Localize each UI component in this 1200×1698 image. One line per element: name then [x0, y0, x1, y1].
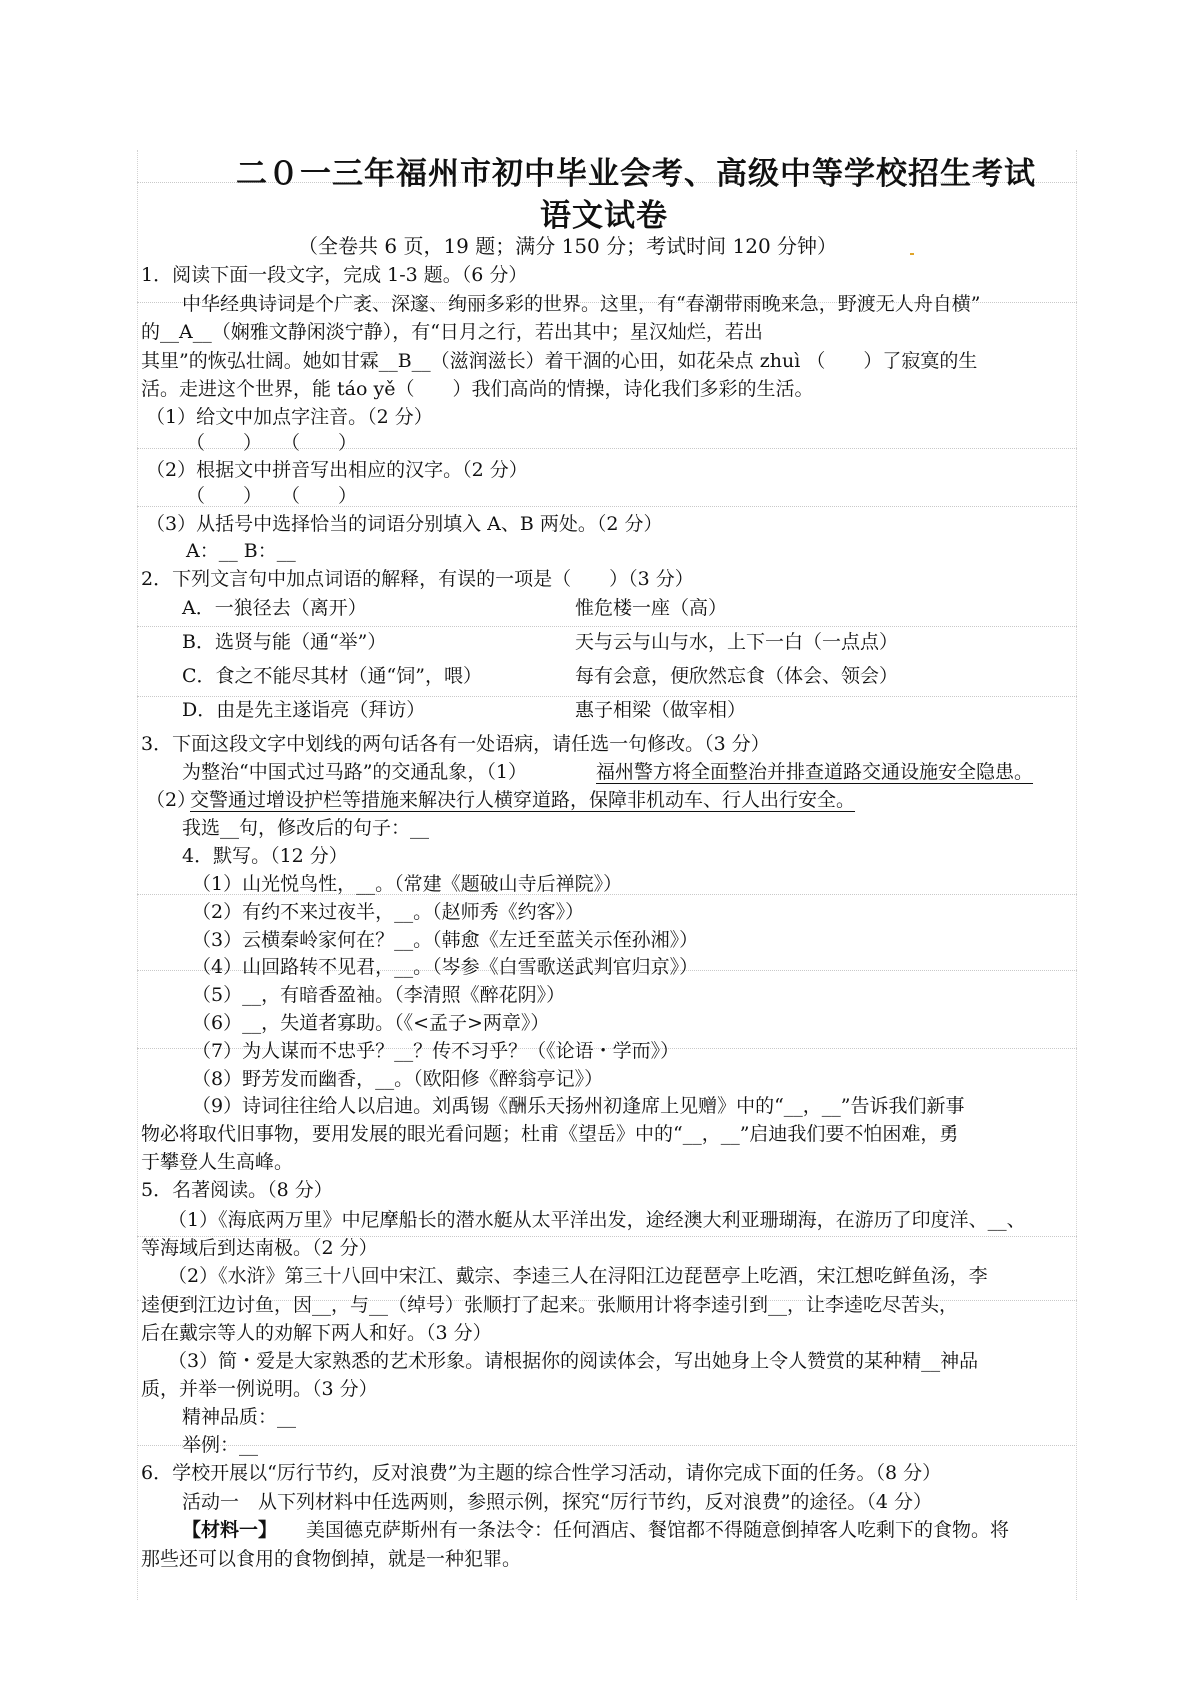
q3-underlined-sentence-1: 福州警方将全面整治并排查道路交通设施安全隐患。 [596, 761, 1034, 783]
q4-item-9: （9）诗词往往给人以启迪。刘禹锡《酬乐天扬州初逢席上见赠》中的“__，__”告诉我们新事 [192, 1095, 965, 1117]
q3-sentence-2-label: （2） [146, 789, 197, 811]
q6-activity-1: 活动一 从下列材料中任选两则，参照示例，探究“厉行节约，反对浪费”的途径。（4 分） [182, 1491, 933, 1513]
q2-heading: 2．下列文言句中加点词语的解释，有误的一项是（ ）（3 分） [141, 568, 694, 590]
q6-material-1-label: 【材料一】 [182, 1519, 278, 1541]
q1-answer-blanks: （ ） （ ） [186, 432, 358, 454]
q6-heading: 6．学校开展以“厉行节约，反对浪费”为主题的综合性学习活动，请你完成下面的任务。（8 分） [141, 1462, 942, 1484]
q1-answer-blanks: （ ） （ ） [186, 485, 358, 507]
q1-passage-line: 其里”的恢弘壮阔。她如甘霖__B__（滋润滋长）着干涸的心田，如花朵点 zhuì （ ）了寂寞的生 [141, 350, 978, 372]
q2-option-b-left: B．选贤与能（通“举”） [182, 631, 387, 653]
q2-option-d-left: D．由是先主遂诣亮（拜访） [182, 699, 426, 721]
right-guide-line [1076, 150, 1077, 1600]
q5-answer-example: 举例：__ [182, 1434, 259, 1456]
q4-item: （3）云横秦岭家何在？__。（韩愈《左迁至蓝关示侄孙湘》） [192, 929, 699, 951]
q5-sub2-cont: 逵便到江边讨鱼，因__，与__（绰号）张顺打了起来。张顺用计将李逵引到__，让李逵吃尽苦头， [141, 1294, 959, 1316]
scan-mark [910, 253, 914, 255]
q2-option-a-right: 惟危楼一座（高） [575, 597, 728, 619]
q6-material-1-cont: 那些还可以食用的食物倒掉，就是一种犯罪。 [141, 1548, 522, 1570]
q4-item-9-cont: 于攀登人生高峰。 [141, 1151, 294, 1173]
q2-option-d-right: 惠子相梁（做宰相） [575, 699, 747, 721]
q1-answer-ab: A：__ B：__ [186, 540, 296, 562]
q5-answer-quality: 精神品质：__ [182, 1406, 297, 1428]
q5-sub1: （1）《海底两万里》中尼摩船长的潜水艇从太平洋出发，途经澳大利亚珊瑚海，在游历了印度洋、__、 [168, 1209, 1026, 1231]
q5-sub2-cont: 后在戴宗等人的劝解下两人和好。（3 分） [141, 1322, 492, 1344]
q5-heading: 5．名著阅读。（8 分） [141, 1179, 333, 1201]
q5-sub3: （3）简・爱是大家熟悉的艺术形象。请根据你的阅读体会，写出她身上令人赞赏的某种精__神品 [168, 1350, 979, 1372]
q5-sub2: （2）《水浒》第三十八回中宋江、戴宗、李逵三人在浔阳江边琵琶亭上吃酒，宋江想吃鲜鱼汤，李 [168, 1265, 988, 1287]
q1-sub3: （3）从括号中选择恰当的词语分别填入 A、B 两处。（2 分） [146, 513, 663, 535]
left-guide-line [137, 150, 138, 1600]
q4-item-9-cont: 物必将取代旧事物，要用发展的眼光看问题；杜甫《望岳》中的“__，__”启迪我们要不怕困难，勇 [141, 1123, 959, 1145]
guide-line [137, 626, 1077, 627]
page-subtitle: 语文试卷 [540, 198, 668, 234]
q1-heading: 1．阅读下面一段文字，完成 1-3 题。（6 分） [141, 264, 528, 286]
q1-passage-line: 的__A__（娴雅文静闲淡宁静），有“日月之行，若出其中；星汉灿烂，若出 [141, 321, 763, 343]
q4-item: （6）__，失道者寡助。（《<孟子>两章》） [192, 1012, 550, 1034]
q2-option-b-right: 天与云与山与水，上下一白（一点点） [575, 631, 899, 653]
q4-item: （7）为人谋而不忠乎？__？传不习乎？（《论语・学而》） [192, 1040, 680, 1062]
q3-heading: 3．下面这段文字中划线的两句话各有一处语病，请任选一句修改。（3 分） [141, 733, 770, 755]
q3-passage-intro: 为整治“中国式过马路”的交通乱象，（1） [182, 761, 528, 783]
q6-material-1-text: 美国德克萨斯州有一条法令：任何酒店、餐馆都不得随意倒掉客人吃剩下的食物。将 [306, 1519, 1010, 1541]
q1-passage-line: 活。走进这个世界，能 táo yě（ ）我们高尚的情操，诗化我们多彩的生活。 [141, 378, 814, 400]
q4-item: （1）山光悦鸟性，__。（常建《题破山寺后禅院》） [192, 873, 623, 895]
q1-sub1: （1）给文中加点字注音。（2 分） [146, 406, 433, 428]
q1-passage-line: 中华经典诗词是个广袤、深邃、绚丽多彩的世界。这里，有“春潮带雨晚来急，野渡无人舟自横” [182, 293, 981, 315]
q3-answer-line: 我选__句，修改后的句子：__ [182, 817, 430, 839]
q5-sub1-cont: 等海域后到达南极。（2 分） [141, 1237, 378, 1259]
q3-underlined-sentence-2: 交警通过增设护栏等措施来解决行人横穿道路，保障非机动车、行人出行安全。 [190, 789, 856, 811]
q4-item: （4）山回路转不见君，__。（岑参《白雪歌送武判官归京》） [192, 956, 699, 978]
exam-info: （全卷共 6 页，19 题；满分 150 分；考试时间 120 分钟） [298, 234, 838, 258]
q2-option-c-right: 每有会意，便欣然忘食（体会、领会） [575, 665, 899, 687]
q1-sub2: （2）根据文中拼音写出相应的汉字。（2 分） [146, 459, 528, 481]
q2-option-a-left: A．一狼径去（离开） [182, 597, 367, 619]
q4-item: （2）有约不来过夜半，__。（赵师秀《约客》） [192, 901, 585, 923]
guide-line [137, 1445, 1077, 1446]
q5-sub3-cont: 质，并举一例说明。（3 分） [141, 1378, 378, 1400]
q2-option-c-left: C．食之不能尽其材（通“饲”，喂） [182, 665, 482, 687]
page-title: 二０一三年福州市初中毕业会考、高级中等学校招生考试 [236, 156, 1036, 192]
q4-item: （8）野芳发而幽香，__。（欧阳修《醉翁亭记》） [192, 1068, 604, 1090]
q4-heading: 4．默写。（12 分） [182, 845, 348, 867]
q4-item: （5）__，有暗香盈袖。（李清照《醉花阴》） [192, 984, 566, 1006]
